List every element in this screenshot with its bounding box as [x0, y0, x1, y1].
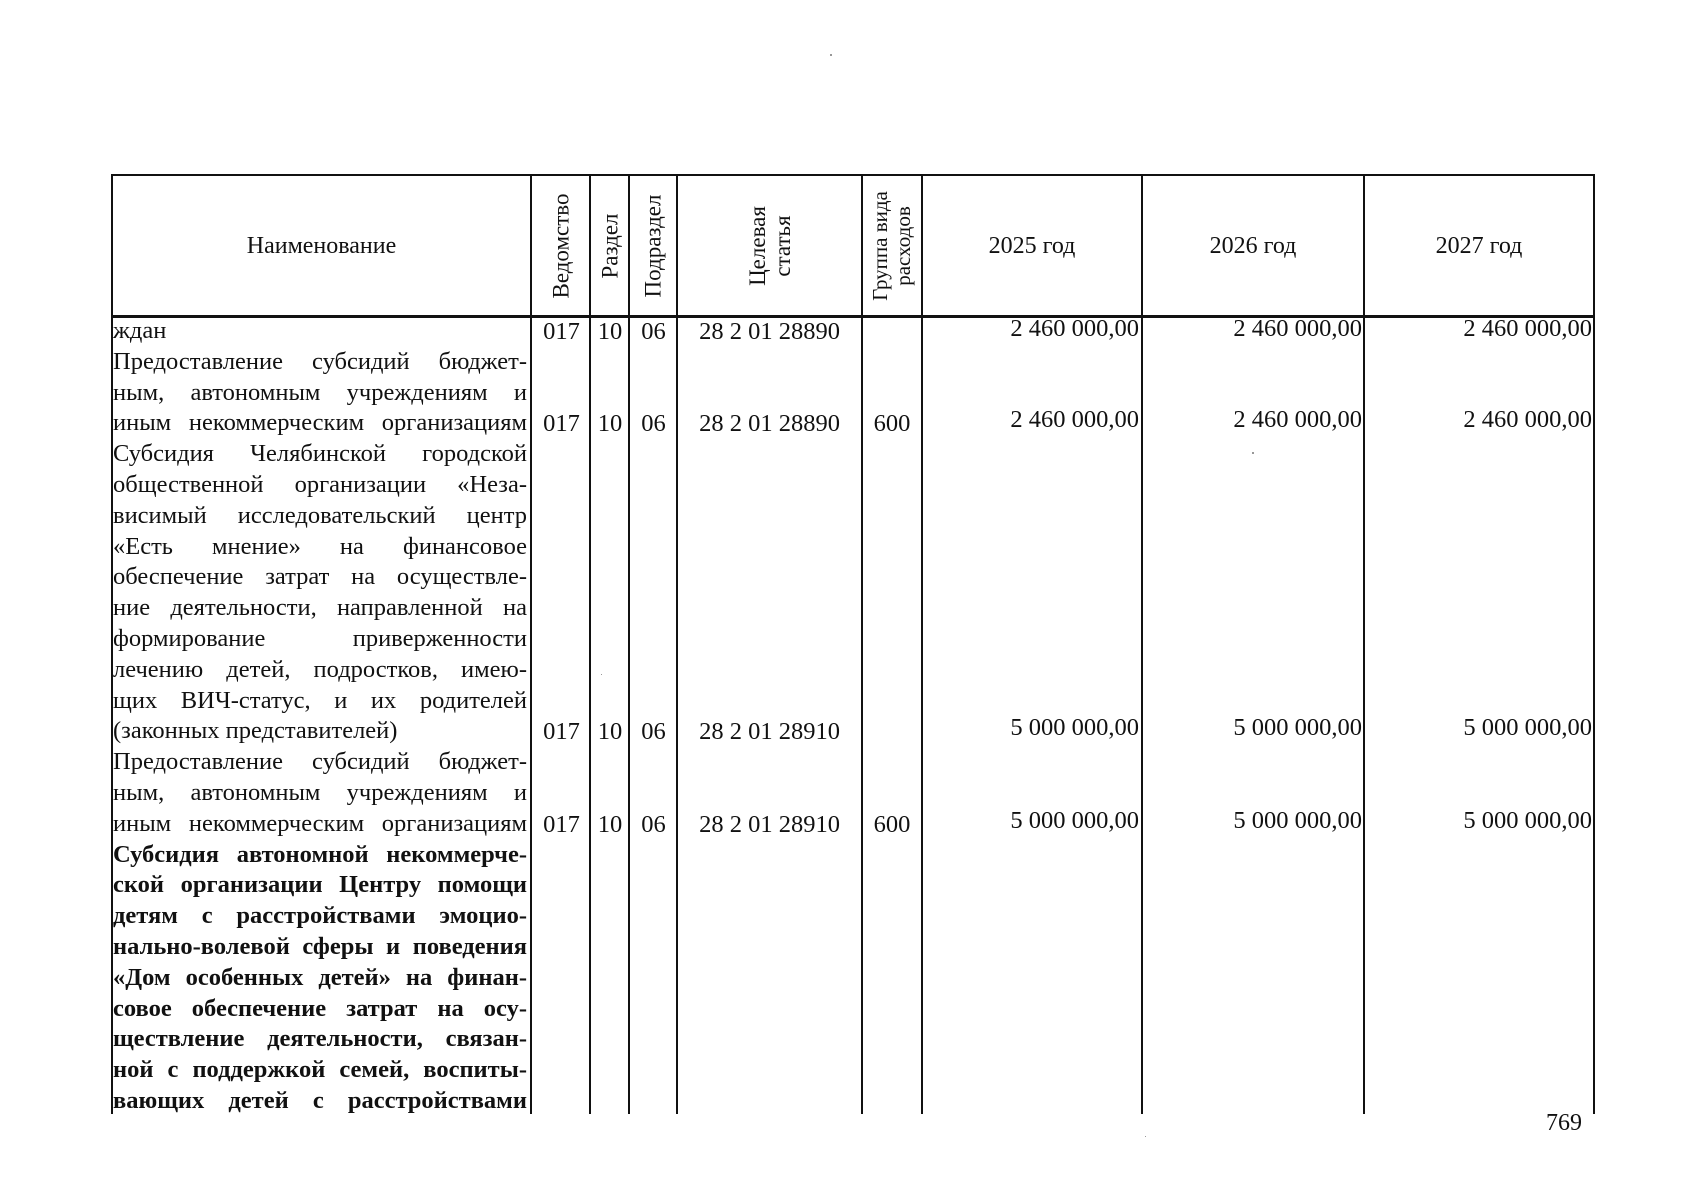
name-line: Предоставление субсидий бюджет-	[113, 347, 527, 375]
header-vedomstvo	[532, 174, 589, 318]
header-year-2027: 2027 год	[1435, 232, 1523, 259]
cell-razdel: 10	[597, 318, 623, 345]
header-name: Наименование	[246, 232, 397, 259]
cell-vedomstvo: 017	[543, 718, 580, 745]
cell-2027: 2 460 000,00	[1463, 315, 1592, 342]
header-gruppa-line2: расходов	[891, 206, 915, 286]
cell-2027: 2 460 000,00	[1463, 406, 1592, 433]
header-podrazdel	[630, 174, 676, 318]
name-line: нально-волевой сферы и поведения	[113, 932, 527, 960]
cell-2026: 5 000 000,00	[1233, 807, 1362, 834]
name-line: щих ВИЧ-статус, и их родителей	[113, 686, 527, 714]
header-celevaya	[678, 174, 861, 318]
name-line: «Есть мнение» на финансовое	[113, 532, 527, 560]
name-line: детям с расстройствами эмоцио-	[113, 902, 527, 930]
header-celevaya-line2: статья	[769, 215, 795, 277]
name-line: ществление деятельности, связан-	[113, 1025, 527, 1053]
header-year-2026: 2026 год	[1209, 232, 1297, 259]
name-line: лечению детей, подростков, имею-	[113, 655, 527, 683]
name-line: Предоставление субсидий бюджет-	[113, 748, 527, 776]
name-line: вающих детей с расстройствами	[113, 1086, 527, 1114]
name-line: формирование приверженности	[113, 624, 527, 652]
name-line: ной с поддержкой семей, воспиты-	[113, 1056, 527, 1084]
cell-celevaya: 28 2 01 28910	[699, 718, 840, 745]
name-line: общественной организации «Неза-	[113, 470, 527, 498]
cell-vedomstvo: 017	[543, 811, 580, 838]
name-line: висимый исследовательский центр	[113, 501, 527, 529]
header-gruppa-label	[869, 191, 915, 301]
cell-celevaya: 28 2 01 28910	[699, 811, 840, 838]
cell-2025: 5 000 000,00	[1010, 714, 1139, 741]
header-podrazdel-label: Подраздел	[640, 194, 666, 298]
name-line: иным некоммерческим организациям	[113, 809, 527, 837]
name-line: ской организации Центру помощи	[113, 871, 527, 899]
name-line: иным некоммерческим организациям	[113, 409, 527, 437]
name-line: (законных представителей)	[113, 717, 398, 745]
header-year-2025: 2025 год	[988, 232, 1076, 259]
name-line: Субсидия автономной некоммерче-	[113, 840, 527, 868]
name-line: ным, автономным учреждениям и	[113, 378, 527, 406]
cell-celevaya: 28 2 01 28890	[699, 318, 840, 345]
cell-celevaya: 28 2 01 28890	[699, 410, 840, 437]
cell-2025: 5 000 000,00	[1010, 807, 1139, 834]
scan-speck	[830, 54, 832, 56]
column-divider	[1593, 174, 1595, 1114]
cell-podrazdel: 06	[641, 410, 666, 437]
header-celevaya-line1: Целевая	[744, 206, 770, 286]
cell-vedomstvo: 017	[543, 410, 580, 437]
name-line: «Дом особенных детей» на финан-	[113, 963, 527, 991]
scan-speck	[1145, 1136, 1146, 1137]
cell-vedomstvo: 017	[543, 318, 580, 345]
cell-razdel: 10	[597, 811, 623, 838]
page-number: 769	[1546, 1110, 1582, 1136]
header-razdel	[591, 174, 628, 318]
cell-2026: 2 460 000,00	[1233, 406, 1362, 433]
cell-2026: 5 000 000,00	[1233, 714, 1362, 741]
header-razdel-label: Раздел	[597, 213, 622, 279]
name-line: обеспечение затрат на осуществле-	[113, 563, 527, 591]
cell-2027: 5 000 000,00	[1463, 714, 1592, 741]
name-line: ние деятельности, направленной на	[113, 594, 527, 622]
name-line: Субсидия Челябинской городской	[113, 440, 527, 468]
cell-2025: 2 460 000,00	[1010, 315, 1139, 342]
cell-podrazdel: 06	[641, 718, 666, 745]
cell-podrazdel: 06	[641, 811, 666, 838]
cell-2027: 5 000 000,00	[1463, 807, 1592, 834]
header-gruppa-line1: Группа вида	[868, 191, 892, 301]
name-line: ным, автономным учреждениям и	[113, 778, 527, 806]
header-vedomstvo-label: Ведомство	[548, 193, 573, 299]
cell-razdel: 10	[597, 410, 623, 437]
cell-2025: 2 460 000,00	[1010, 406, 1139, 433]
cell-podrazdel: 06	[641, 318, 666, 345]
name-line: ждан	[113, 317, 167, 344]
name-column-text	[113, 316, 527, 1117]
cell-2026: 2 460 000,00	[1233, 315, 1362, 342]
name-line: совое обеспечение затрат на осу-	[113, 994, 527, 1022]
cell-gruppa: 600	[873, 410, 911, 437]
header-celevaya-label	[745, 206, 795, 286]
cell-razdel: 10	[597, 718, 623, 745]
header-gruppa	[863, 174, 921, 318]
cell-gruppa: 600	[873, 811, 911, 838]
